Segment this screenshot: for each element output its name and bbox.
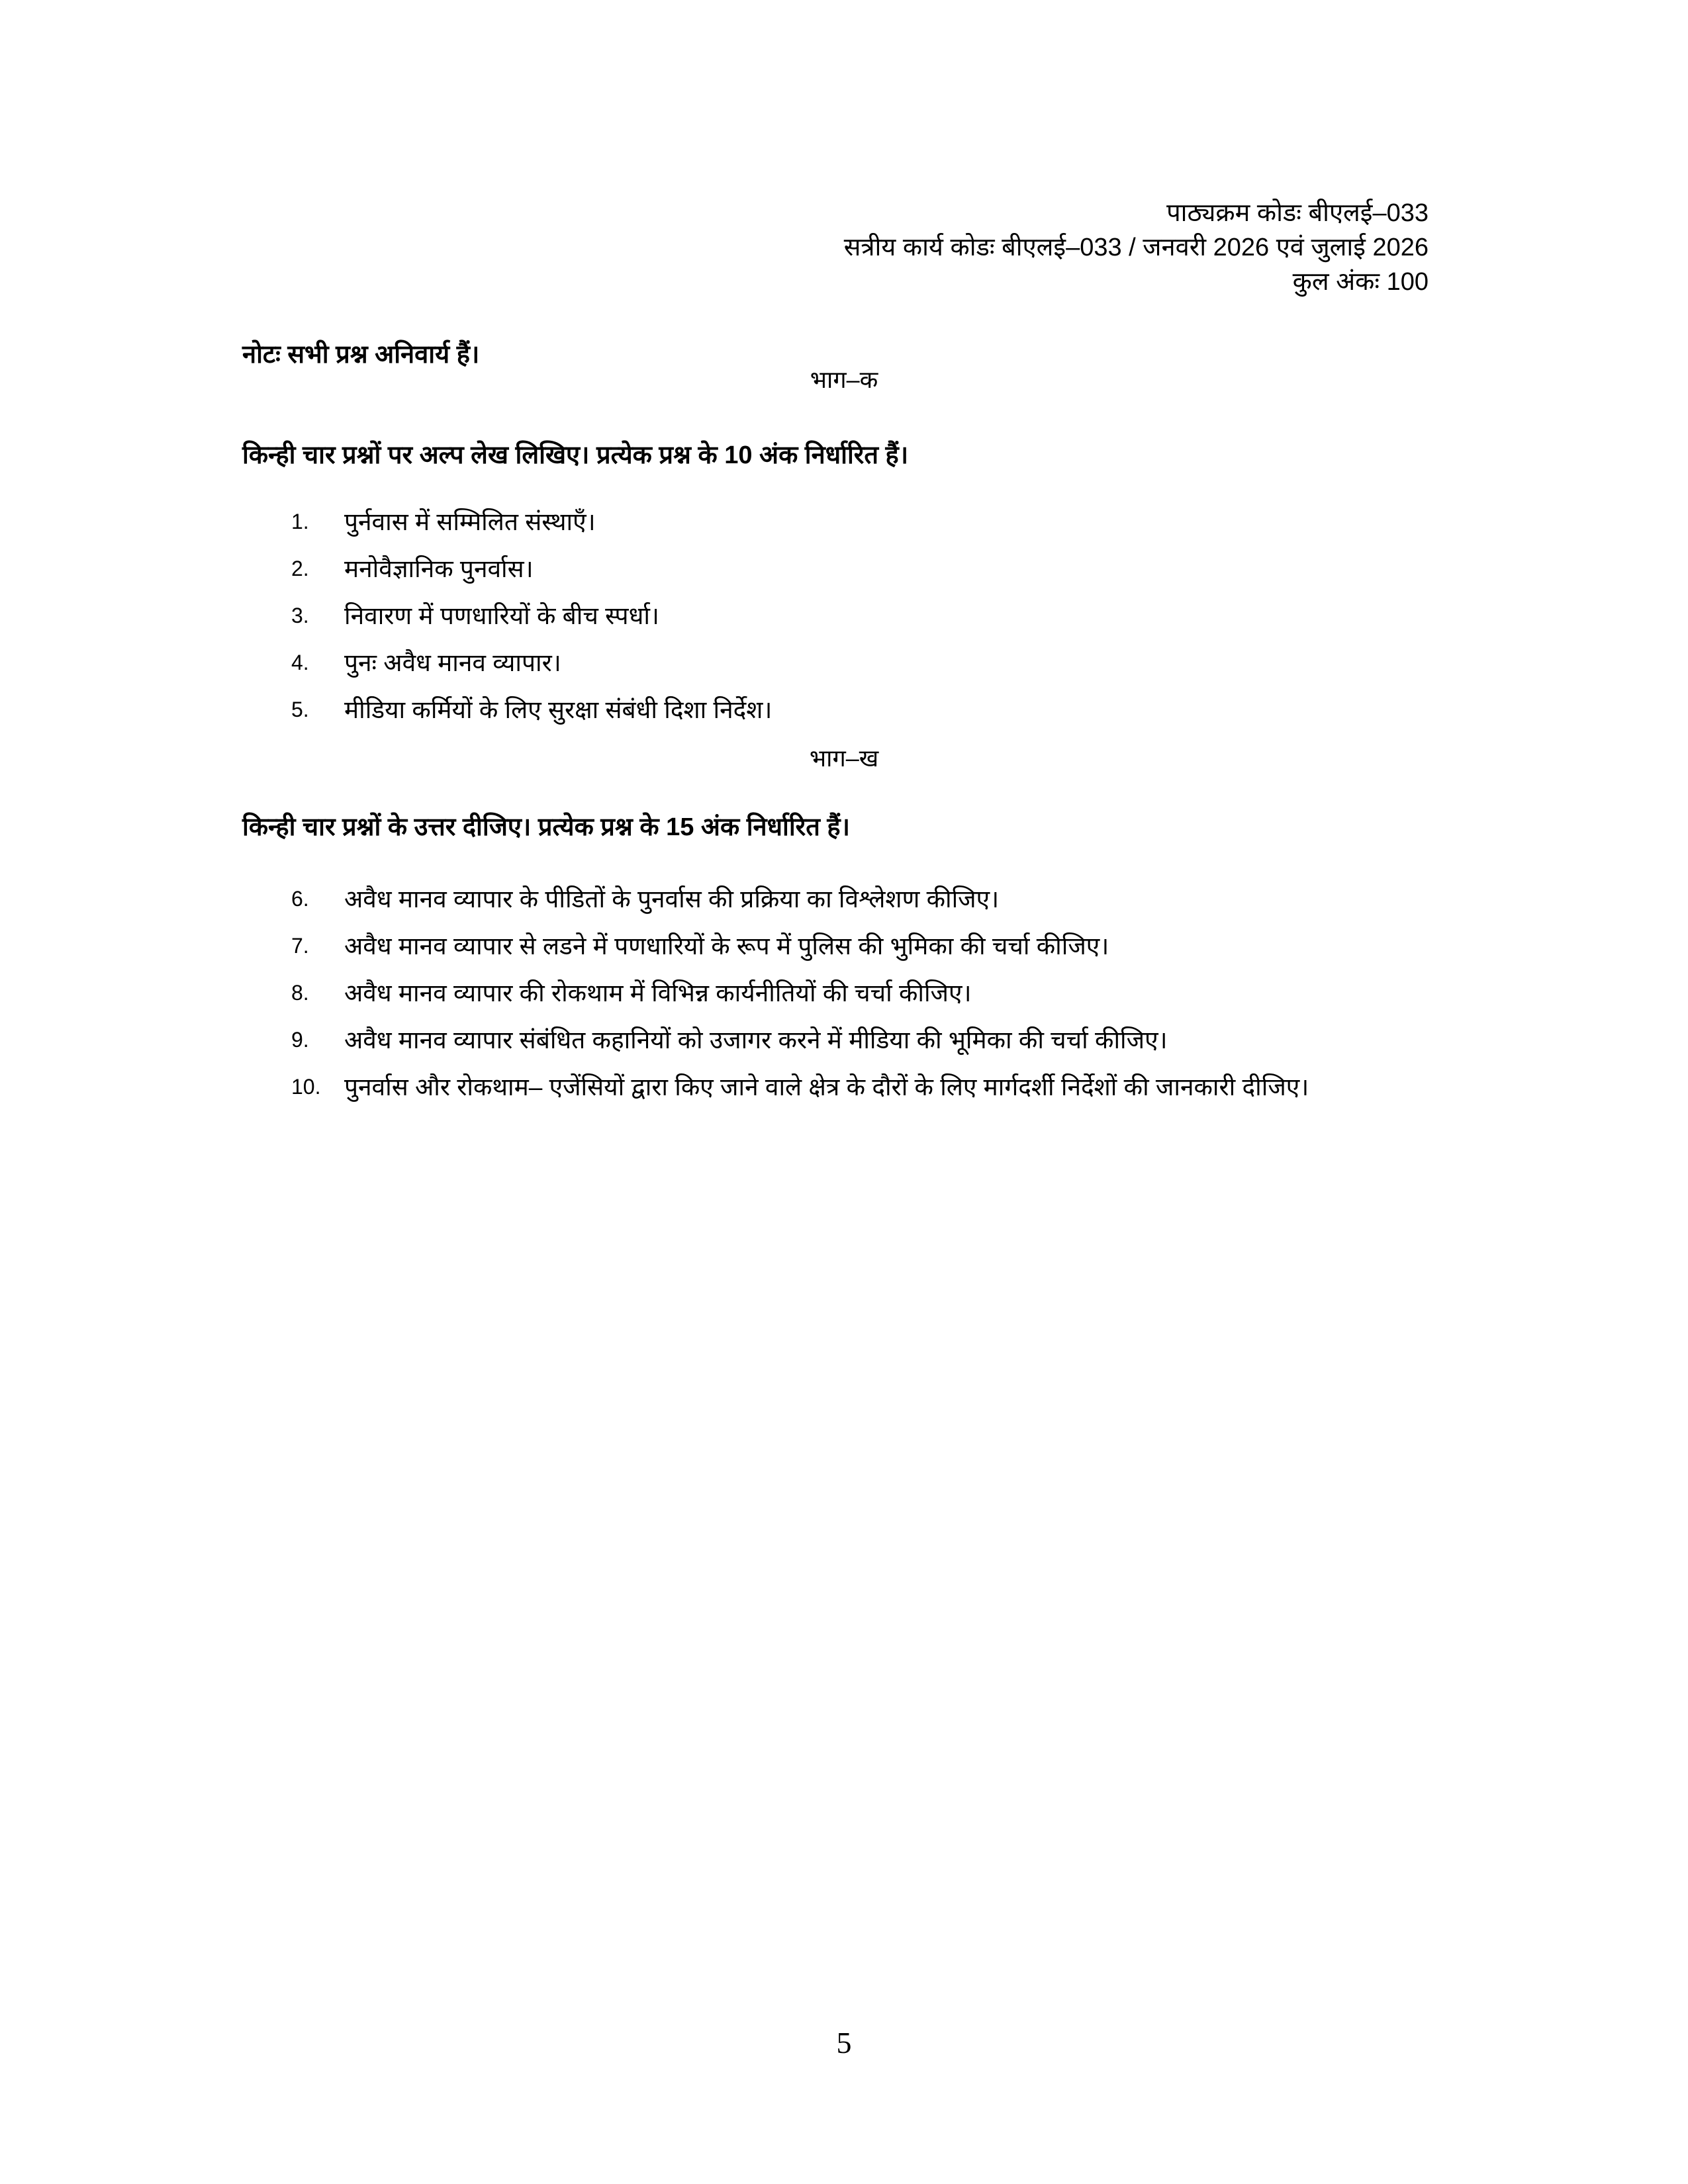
note-all-compulsory: नोटः सभी प्रश्न अनिवार्य हैं। bbox=[242, 341, 480, 369]
question-number: 1. bbox=[291, 510, 309, 533]
document-header bbox=[844, 196, 1429, 299]
section-b-instruction: किन्ही चार प्रश्नों के उत्तर दीजिए। प्रत्येक प्रश्न के 15 अंक निर्धारित हैं। bbox=[242, 813, 851, 841]
question-item bbox=[291, 1068, 1309, 1107]
question-text: मनोवैज्ञानिक पुनर्वास। bbox=[344, 555, 534, 582]
question-item bbox=[291, 550, 772, 588]
section-a-title: भाग–क bbox=[810, 366, 878, 393]
question-number: 7. bbox=[291, 934, 309, 958]
question-item bbox=[291, 503, 772, 541]
question-item bbox=[291, 597, 772, 635]
question-text: पुनर्वास और रोकथाम– एजेंसियों द्वारा किए जाने वाले क्षेत्र के दौरों के लिए मार्गदर्शी निर्देशों की जानकारी दीजिए। bbox=[344, 1073, 1309, 1101]
question-text: पुर्नवास में सम्मिलित संस्थाएँ। bbox=[344, 508, 596, 535]
question-item bbox=[291, 1021, 1309, 1060]
question-text: अवैध मानव व्यापार के पीडितों के पुनर्वास की प्रक्रिया का विश्लेशण कीजिए। bbox=[344, 886, 1000, 913]
section-b-question-list bbox=[291, 880, 1309, 1115]
question-number: 9. bbox=[291, 1028, 309, 1052]
question-number: 4. bbox=[291, 651, 309, 674]
question-text: निवारण में पणधारियों के बीच स्पर्धा। bbox=[344, 602, 659, 629]
question-text: मीडिया कर्मियों के लिए सुरक्षा संबंधी दिशा निर्देश। bbox=[344, 696, 773, 723]
question-number: 10. bbox=[291, 1075, 321, 1099]
question-item bbox=[291, 927, 1309, 966]
section-a-question-list bbox=[291, 503, 772, 738]
question-item bbox=[291, 974, 1309, 1013]
question-item bbox=[291, 644, 772, 682]
section-b-title: भाग–ख bbox=[809, 745, 879, 772]
section-a-instruction: किन्ही चार प्रश्नों पर अल्प लेख लिखिए। प्रत्येक प्रश्न के 10 अंक निर्धारित हैं। bbox=[242, 441, 909, 469]
total-marks: कुल अंकः 100 bbox=[1292, 268, 1429, 296]
question-item bbox=[291, 691, 772, 729]
question-text: पुनः अवैध मानव व्यापार। bbox=[344, 649, 561, 676]
page-number: 5 bbox=[836, 2026, 852, 2060]
assignment-code: सत्रीय कार्य कोडः बीएलई–033 / जनवरी 2026 एवं जुलाई 2026 bbox=[843, 234, 1429, 261]
course-code: पाठ्यक्रम कोडः बीएलई–033 bbox=[1166, 199, 1429, 227]
question-text: अवैध मानव व्यापार की रोकथाम में विभिन्न कार्यनीतियों की चर्चा कीजिए। bbox=[344, 979, 972, 1007]
question-text: अवैध मानव व्यापार संबंधित कहानियों को उजागर करने में मीडिया की भूमिका की चर्चा कीजिए। bbox=[344, 1026, 1168, 1054]
question-number: 5. bbox=[291, 698, 309, 721]
question-item bbox=[291, 880, 1309, 919]
question-text: अवैध मानव व्यापार से लडने में पणधारियों के रूप में पुलिस की भुमिका की चर्चा कीजिए। bbox=[344, 933, 1109, 960]
question-number: 8. bbox=[291, 981, 309, 1005]
question-number: 3. bbox=[291, 604, 309, 627]
question-number: 2. bbox=[291, 557, 309, 580]
question-number: 6. bbox=[291, 887, 309, 911]
